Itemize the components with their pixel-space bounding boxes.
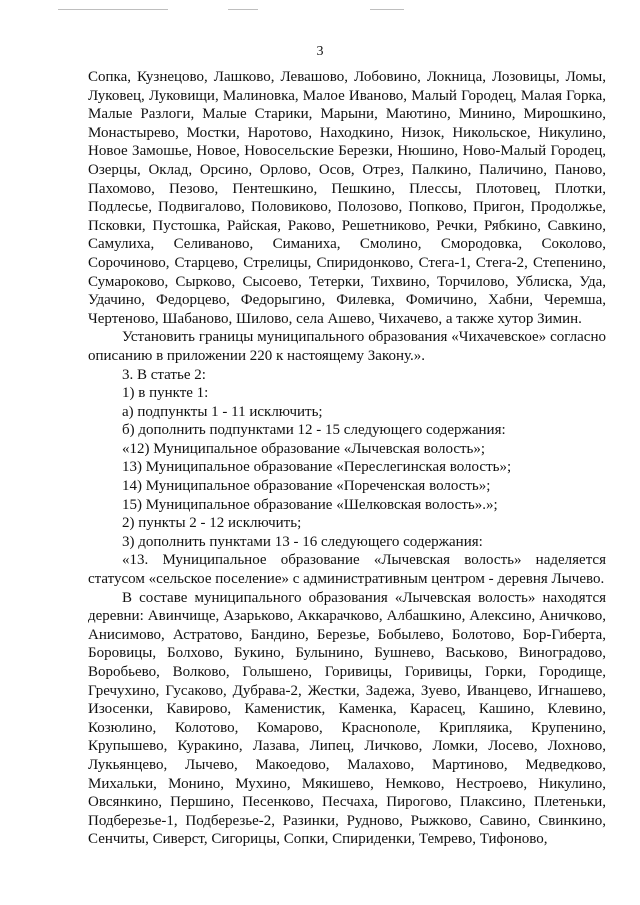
page-number: 3 [316,44,324,59]
paragraph-subclause-b: б) дополнить подпунктами 12 - 15 следующего содержания: [122,422,506,439]
paragraph-subclause-a: а) подпункты 1 - 11 исключить; [122,403,323,420]
paragraph-clause-2: 2) пункты 2 - 12 исключить; [122,515,302,532]
paragraph-village-list-continuation: Сопка, Кузнецово, Лашково, Левашово, Лобовино, Локница, Лозовицы, Ломы, Луковец, Луковищи, Малиновка, Малое Иваново, Малый Городец, Малая Горка, Малые Разлоги, Малые Старики, Марыни, Маютино, Минино, Мирошкино, Монастырево, Мостки, Наротово, Находкино, Низок, Никольское, Никулино, Новое Замошье, Новое, Новосельские Березки, Нюшино, Ново-Малый Городец, Озерцы, Оклад, Орсино, Орлово, Осов, Отрез, Палкино, Паличино, Паново, Пахомово, Пезово, Пентешкино, Пешкино, Плессы, Плотовец, Плотки, Подлесье, Подвигалово, Половиково, Полозово, Попково, Пригон, Продолжье, Псковки, Пустошка, Райская, Раково, Решетниково, Речки, Рябкино, Савкино, Самулиха, Селиваново, Симаниха, Смолино, Смородовка, Соколово, Сорочиново, Старцево, Стрелицы, Спиридонково, Стега-1, Стега-2, Степенино, Сумароково, Сырково, Сысоево, Тетерки, Тихвино, Торчилово, Ублиска, Уда, Удачино, Федорцево, Федорыгино, Филевка, Фомичино, Хабни, Черемша, Чертеново, Шабаново, Шилово, села Ашево, Чихачево, а также хутор Зимин. [88,69,606,327]
document-body [88,68,606,849]
paragraph-item-15: 15) Муниципальное образование «Шелковская волость».»; [122,496,498,513]
paragraph-item-13: 13) Муниципальное образование «Переслегинская волость»; [122,459,512,476]
paragraph-lychevskaya-villages: В составе муниципального образования «Лычевская волость» находятся деревни: Авинчище, Азарьково, Аккарачково, Албашкино, Алексино, Аничково, Анисимово, Астратово, Бандино, Березье, Бобылево, Болотово, Бор-Гиберта, Боровицы, Болхово, Букино, Булынино, Бушнево, Васьково, Виноградово, Воробьево, Волково, Голышено, Горивицы, Горивицы, Горки, Городище, Гречухино, Гусаково, Дубрава-2, Жестки, Задежа, Зуево, Иванцево, Игнашево, Изосенки, Кавирово, Каменистик, Каменка, Карасец, Кашино, Клевино, Козюлино, Колотово, Комарово, Красноnоле, Крипляика, Крупенино, Крупышево, Куракино, Лазава, Липец, Личково, Ломки, Лосево, Лохново, Лукьянцево, Лычево, Макоедово, Малахово, Мартиново, Медведково, Михальки, Монино, Мухино, Мякишево, Немково, Нестроево, Никулино, Овсянкино, Першино, Песенково, Песчаха, Пирогово, Плаксино, Плетеньки, Подберезье-1, Подберезье-2, Разинки, Рудново, Рыжково, Савино, Свинкино, Сенчиты, Сиверст, Сигорицы, Сопки, Спириденки, Темрево, Тифоново, [88,589,606,848]
paragraph-clause-1: 1) в пункте 1: [122,385,209,402]
scan-artifact-center [228,9,258,10]
paragraph-article-2-heading: 3. В статье 2: [122,366,206,383]
paragraph-item-14: 14) Муниципальное образование «Пореченская волость»; [122,478,491,495]
paragraph-lychevskaya-status: «13. Муниципальное образование «Лычевская волость» наделяется статусом «сельское поселение» с административным центром - деревня Лычево. [88,552,606,588]
scan-artifact-left [58,9,168,10]
paragraph-item-12: «12) Муниципальное образование «Лычевская волость»; [122,440,486,457]
paragraph-clause-3: 3) дополнить пунктами 13 - 16 следующего содержания: [122,533,483,550]
scan-artifact-right [370,9,404,10]
paragraph-boundaries-chikhachevskoe: Установить границы муниципального образования «Чихачевское» согласно описанию в приложении 220 к настоящему Закону.». [88,329,606,364]
